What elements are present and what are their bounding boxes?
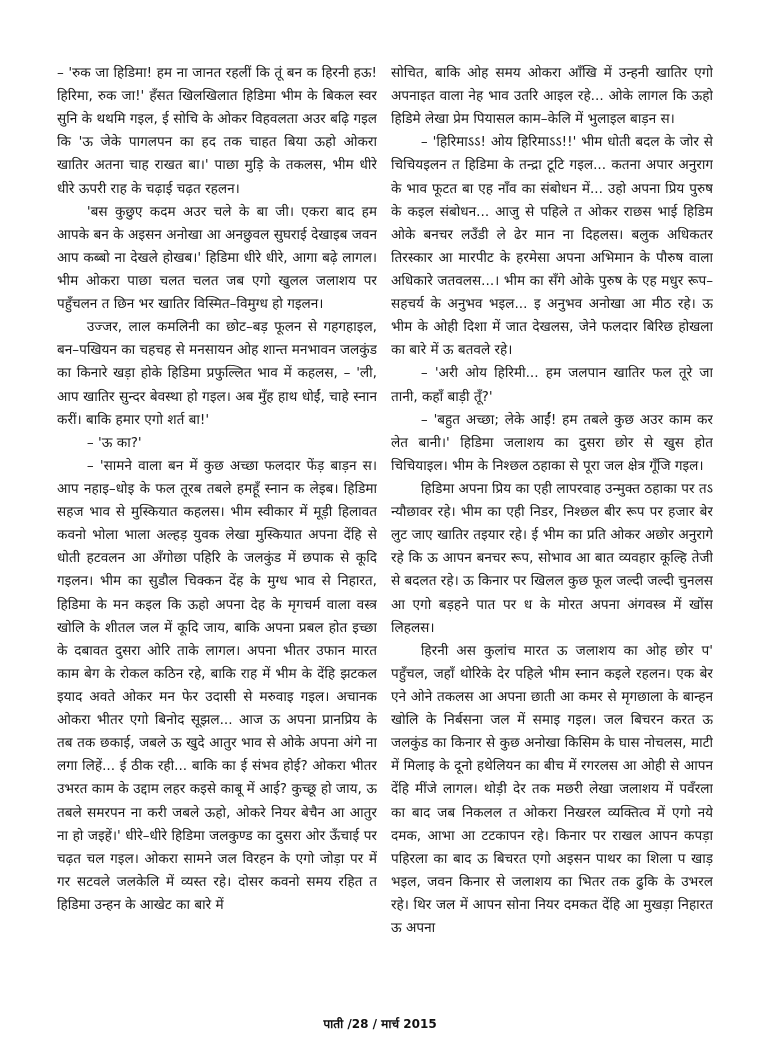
paragraph: – 'रुक जा हिडिमा! हम ना जानत रहलीं कि तूं बन क हिरनी हऊ! हिरिमा, रुक जा!' हँसत खिलखिलात हिडिमा भीम के बिकल स्वर सुनि के थथमि गइल, ई सोचि के ओकर विहवलता अउर बढ़ि गइल कि 'ऊ जेके पागलपन का हद तक चाहत बिया ऊहो ओकरा खातिर अतना चाह राखत बा।' पाछा मुड़ि के तकलस, भीम धीरे धीरे ऊपरी राह के चढ़ाई चढ़त रहलन। bbox=[57, 65, 377, 197]
paragraph: हिडिमा अपना प्रिय का एही लापरवाह उन्मुक्त ठहाका पर तऽ न्यौछावर रहे। भीम का एही निडर, निश्छल बीर रूप पर हजार बेर लुट जाए खातिर तइयार रहे। ई भीम का प्रति ओकर अछोर अनुरागे रहे कि ऊ आपन बनचर रूप, सोभाव आ बात व्यवहार कूल्हि तेजी से बदलत रहे। ऊ किनार पर खिलल कुछ फूल जल्दी जल्दी चुनलस आ एगो बड़हने पात पर ध के मोरत अपना अंगवस्त्र में खोंस लिहलस। bbox=[391, 480, 713, 636]
paragraph: उज्जर, लाल कमलिनी का छोट–बड़ फूलन से गहगहाइल, बन–पखियन का चहचह से मनसायन ओह शान्त मनभावन जलकुंड का किनारे खड़ा होके हिडिमा प्रफुल्लित भाव में कहलस, – 'ली, आप खातिर सुन्दर बेवस्था हो गइल। अब मुँह हाथ धोईं, चाहे स्नान करीं। बाकि हमार एगो शर्त बा!' bbox=[57, 319, 377, 428]
paragraph: – 'ऊ का?' bbox=[86, 434, 142, 451]
right-column bbox=[391, 62, 713, 978]
paragraph: हिरनी अस कुलांच मारत ऊ जलाशय का ओह छोर प' पहुँचल, जहाँ थोरिके देर पहिले भीम स्नान कइले रहलन। एक बेर एने ओने तकलस आ अपना छाती आ कमर से मृगछाला के बान्हन खोलि के निर्बसना जल में समाइ गइल। जल बिचरन करत ऊ जलकुंड का किनार से कुछ अनोखा किसिम के घास नोचलस, माटी में मिलाइ के दूनो हथेलियन का बीच में रगरलस आ ओही से आपन देंहि मींजे लागल। थोड़ी देर तक मछरी लेखा जलाशय में पवँरला का बाद जब निकलल त ओकरा निखरल व्यक्तित्व में एगो नये दमक, आभा आ टटकापन रहे। किनार पर राखल आपन कपड़ा पहिरला का बाद ऊ बिचरत एगो अइसन पाथर का शिला प खाड़ भइल, जवन किनार से जलाशय का भितर तक ढुकि के उभरल रहे। थिर जल में आपन सोना नियर दमकत देंहि आ मुखड़ा निहारत ऊ अपना bbox=[391, 642, 713, 937]
paragraph: – 'बहुत अच्छा; लेके आईं! हम तबले कुछ अउर काम कर लेत बानी।' हिडिमा जलाशय का दुसरा छोर से खुस होत चिचियाइल। भीम के निश्छल ठहाका से पूरा जल क्षेत्र गूँजि गइल। bbox=[391, 411, 713, 474]
paragraph: 'बस कुछुए कदम अउर चले के बा जी। एकरा बाद हम आपके बन के अइसन अनोखा आ अनछुवल सुघराई देखाइब जवन आप कब्बो ना देखले होखब।' हिडिमा धीरे धीरे, आगा बढ़े लागल। भीम ओकरा पाछा चलत चलत जब एगो खुलल जलाशय पर पहुँचलन त छिन भर खातिर विस्मित–विमुग्ध हो गइलन। bbox=[57, 203, 377, 313]
paragraph: – 'सामने वाला बन में कुछ अच्छा फलदार फेंड़ बाड़न स। आप नहाइ–धोइ के फल तूरब तबले हमहूँ स्नान क लेइब। हिडिमा सहज भाव से मुस्कियात कहलस। भीम स्वीकार में मूड़ी हिलावत कवनो भोला भाला अल्हड़ युवक लेखा मुस्कियात अपना देंहि से धोती हटवलन आ अँगोछा पहिरि के जलकुंड में छपाक से कूदि गइलन। भीम का सुडौल चिक्कन देंह के मुग्ध भाव से निहारत, हिडिमा के मन कइल कि ऊहो अपना देह के मृगचर्म वाला वस्त्र खोलि के शीतल जल में कूदि जाय, बाकि अपना प्रबल होत इच्छा के दबावत दुसरा ओरि ताके लागल। अपना भीतर उफान मारत काम बेग के रोकल कठिन रहे, बाकि राह में भीम के देंहि झटकल इयाद अवते ओकर मन फेर उदासी से मरुवाइ गइल। अचानक ओकरा भीतर एगो बिनोद सूझल... आज ऊ अपना प्रानप्रिय के तब तक छकाई, जबले ऊ खुदे आतुर भाव से ओके अपना अंगे ना लगा लिहें... ई ठीक रही... बाकि का ई संभव होई? ओकरा भीतर उभरत काम के उद्दाम लहर कइसे काबू में आई? कुच्छू हो जाय, ऊ तबले समरपन ना करी जबले ऊहो, ओकरे नियर बेचैन आ आतुर ना हो जइहें।' धीरे–धीरे हिडिमा जलकुण्ड का दुसरा ओर ऊँचाई पर चढ़त चल गइल। ओकरा सामने जल विरहन के एगो जोड़ा पर में गर सटवले जलकेलि में व्यस्त रहे। दोसर कवनो समय रहित त हिडिमा उन्हन के आखेट का बारे में bbox=[57, 457, 377, 913]
paragraph: सोचित, बाकि ओह समय ओकरा आँखि में उन्हनी खातिर एगो अपनाइत वाला नेह भाव उतरि आइल रहे... ओके लागल कि ऊहो हिडिमे लेखा प्रेम पियासल काम–केलि में भुलाइल बाड़न स। bbox=[391, 65, 713, 128]
left-column bbox=[57, 62, 377, 978]
page-footer: पाती /28 / मार्च 2015 bbox=[323, 1017, 437, 1031]
paragraph: – 'अरी ओय हिरिमी... हम जलपान खातिर फल तूरे जा तानी, कहाँ बाड़ी तूँ?' bbox=[391, 365, 713, 405]
paragraph: – 'हिरिमाऽऽ! ओय हिरिमाऽऽ!!' भीम धोती बदल के जोर से चिचियइलन त हिडिमा के तन्द्रा टूटि गइल... कतना अपार अनुराग के भाव फूटत बा एह नाँव का संबोधन में... उहो अपना प्रिय पुरुष के कइल संबोधन... आजु से पहिले त ओकर राछस भाई हिडिम ओके बनचर लउँडी ले ढेर मान ना दिहलस। बलुक अधिकतर तिरस्कार आ मारपीट के हरमेसा अपना अभिमान के पौरुष वाला अधिकारे जतवलस...। भीम का सँगे ओके पुरुष के एह मधुर रूप–सहचर्य के अनुभव भइल... इ अनुभव अनोखा आ मीठ रहे। ऊ भीम के ओही दिशा में जात देखलस, जेने फलदार बिरिछ होखला का बारे में ऊ बतवले रहे। bbox=[391, 134, 713, 359]
